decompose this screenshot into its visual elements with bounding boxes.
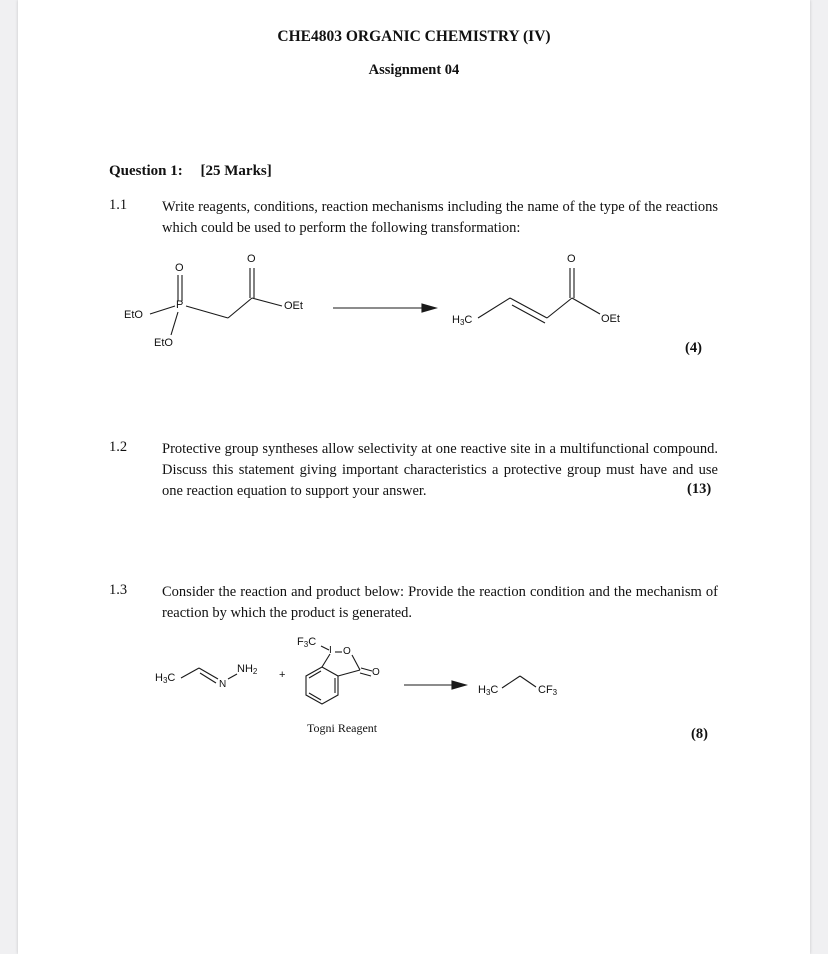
label-p: P: [176, 299, 184, 311]
label-eto-bottom: EtO: [154, 337, 173, 349]
q1-1-number: 1.1: [109, 197, 128, 213]
label-f3c: F3C: [297, 636, 317, 649]
label-eto-left: EtO: [124, 309, 143, 321]
label-oet-product: OEt: [601, 313, 620, 325]
question-marks: [25 Marks]: [200, 163, 272, 179]
label-o-phosphonate: O: [175, 262, 184, 274]
label-n: N: [219, 679, 227, 690]
togni-reagent-caption: Togni Reagent: [307, 721, 378, 735]
label-oet: OEt: [284, 300, 303, 312]
q1-1-mark: (4): [685, 340, 702, 356]
label-i: I: [329, 645, 332, 656]
label-nh2: NH2: [237, 663, 258, 676]
assignment-title: Assignment 04: [368, 62, 460, 78]
q1-2-text: Protective group syntheses allow selectivity at one reactive site in a multifunctional compound. Discuss this statement giving important characteristics a protective group must have and use one reaction equation to support your answer.: [162, 441, 718, 499]
label-o-keto: O: [372, 667, 380, 678]
q1-3-text: Consider the reaction and product below: Provide the reaction condition and the mechanism of reaction by which the product is generated.: [162, 584, 718, 621]
label-h3c-hydrazone: H3C: [155, 672, 176, 685]
q1-2-mark: (13): [687, 481, 712, 497]
label-cf3: CF3: [538, 684, 558, 697]
q1-3-mark: (8): [691, 726, 708, 742]
question-label: Question 1:: [109, 163, 183, 179]
label-o-product: O: [567, 253, 576, 265]
q1-1-text: Write reagents, conditions, reaction mechanisms including the name of the type of the reactions which could be used to perform the following transformation:: [162, 199, 718, 236]
q1-3-number: 1.3: [109, 582, 128, 598]
label-h3c-product: H3C: [478, 684, 499, 697]
label-o-ester: O: [247, 253, 256, 265]
label-h3c: H3C: [452, 314, 473, 327]
label-o-ring: O: [343, 646, 351, 657]
q1-2-number: 1.2: [109, 439, 128, 455]
course-title: CHE4803 ORGANIC CHEMISTRY (IV): [277, 28, 551, 45]
label-plus: +: [279, 669, 286, 681]
